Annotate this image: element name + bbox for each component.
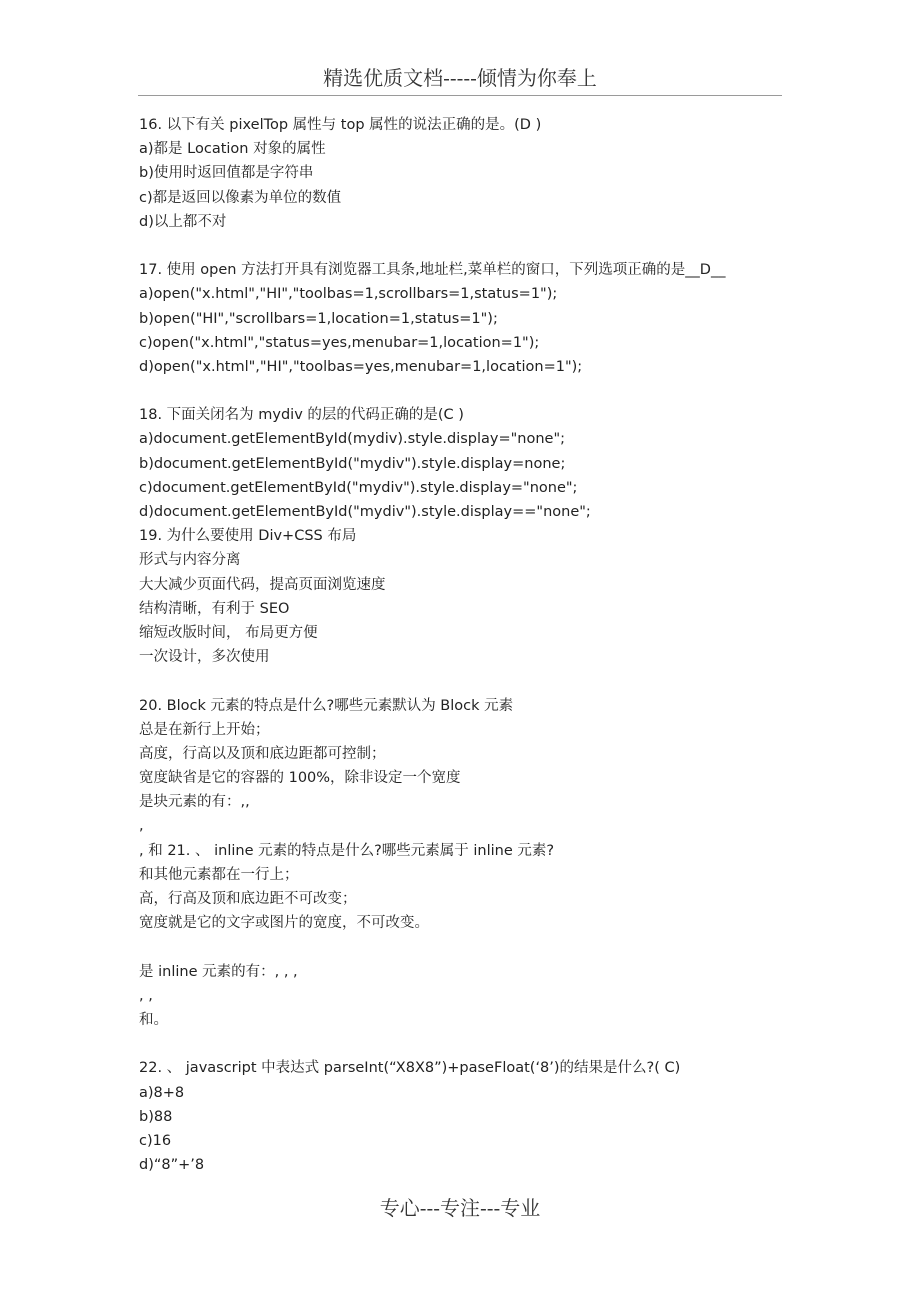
answer-21-line: 是 inline 元素的有：, , , — [139, 963, 298, 980]
question-22: 22. 、 javascript 中表达式 parseInt(“X8X8”)+paseFloat(‘8’)的结果是什么?( C) — [139, 1060, 681, 1077]
answer-21-line: 和。 — [139, 1011, 168, 1028]
answer-21-line: 宽度就是它的文字或图片的宽度，不可改变。 — [139, 915, 429, 932]
blank-line — [139, 1032, 799, 1056]
option-22a: a)8+8 — [139, 1084, 185, 1101]
answer-20-line: 高度，行高以及顶和底边距都可控制； — [139, 745, 386, 762]
option-16d: d)以上都不对 — [139, 213, 227, 230]
option-17a: a)open("x.html","HI","toolbas=1,scrollbars=1,status=1"); — [139, 286, 558, 303]
page-footer: 专心---专注---专业 — [379, 1196, 541, 1220]
blank-line — [139, 379, 799, 403]
option-18a: a)document.getElementById(mydiv).style.display="none"; — [139, 431, 566, 448]
question-21: , 和 21. 、 inline 元素的特点是什么?哪些元素属于 inline 元素? — [139, 842, 555, 859]
question-20: 20. Block 元素的特点是什么?哪些元素默认为 Block 元素 — [139, 697, 514, 714]
answer-21-line: 和其他元素都在一行上； — [139, 866, 299, 883]
option-16b: b)使用时返回值都是字符串 — [139, 165, 314, 182]
answer-20-line: 是块元素的有：,, — [139, 794, 250, 811]
page-header: 精选优质文档-----倾情为你奉上 — [323, 66, 597, 90]
question-16: 16. 以下有关 pixelTop 属性与 top 属性的说法正确的是。(D ) — [139, 117, 542, 133]
header-divider — [138, 95, 782, 96]
document-body — [139, 113, 799, 1177]
answer-20-line: 宽度缺省是它的容器的 100%，除非设定一个宽度 — [139, 770, 461, 787]
option-18b: b)document.getElementById("mydiv").style.display=none; — [139, 455, 566, 472]
option-22c: c)16 — [139, 1132, 172, 1149]
blank-line — [139, 935, 799, 959]
answer-19-line: 大大减少页面代码，提高页面浏览速度 — [139, 576, 386, 593]
question-18: 18. 下面关闭名为 mydiv 的层的代码正确的是(C ) — [139, 407, 464, 424]
option-17c: c)open("x.html","status=yes,menubar=1,location=1"); — [139, 334, 540, 351]
option-22d: d)“8”+’8 — [139, 1157, 205, 1174]
question-19: 19. 为什么要使用 Div+CSS 布局 — [139, 528, 357, 545]
blank-line — [139, 234, 799, 258]
answer-20-line: , — [139, 818, 144, 835]
option-18d: d)document.getElementById("mydiv").style.display=="none"; — [139, 504, 591, 520]
option-16c: c)都是返回以像素为单位的数值 — [139, 189, 342, 206]
answer-20-line: 总是在新行上开始； — [139, 721, 270, 738]
answer-19-line: 一次设计，多次使用 — [139, 649, 270, 666]
answer-19-line: 形式与内容分离 — [139, 552, 241, 569]
question-17: 17. 使用 open 方法打开具有浏览器工具条,地址栏,菜单栏的窗口，下列选项正确的是__D__ — [139, 262, 726, 279]
answer-21-line: , , — [139, 987, 153, 1004]
answer-19-line: 结构清晰，有利于 SEO — [139, 600, 290, 617]
option-17d: d)open("x.html","HI","toolbas=yes,menubar=1,location=1"); — [139, 358, 583, 375]
option-22b: b)88 — [139, 1108, 173, 1125]
option-18c: c)document.getElementById("mydiv").style.display="none"; — [139, 479, 578, 496]
answer-21-line: 高，行高及顶和底边距不可改变； — [139, 891, 357, 907]
answer-19-line: 缩短改版时间， 布局更方便 — [139, 624, 318, 641]
option-16a: a)都是 Location 对象的属性 — [139, 141, 326, 158]
option-17b: b)open("HI","scrollbars=1,location=1,status=1"); — [139, 310, 498, 327]
blank-line — [139, 669, 799, 693]
